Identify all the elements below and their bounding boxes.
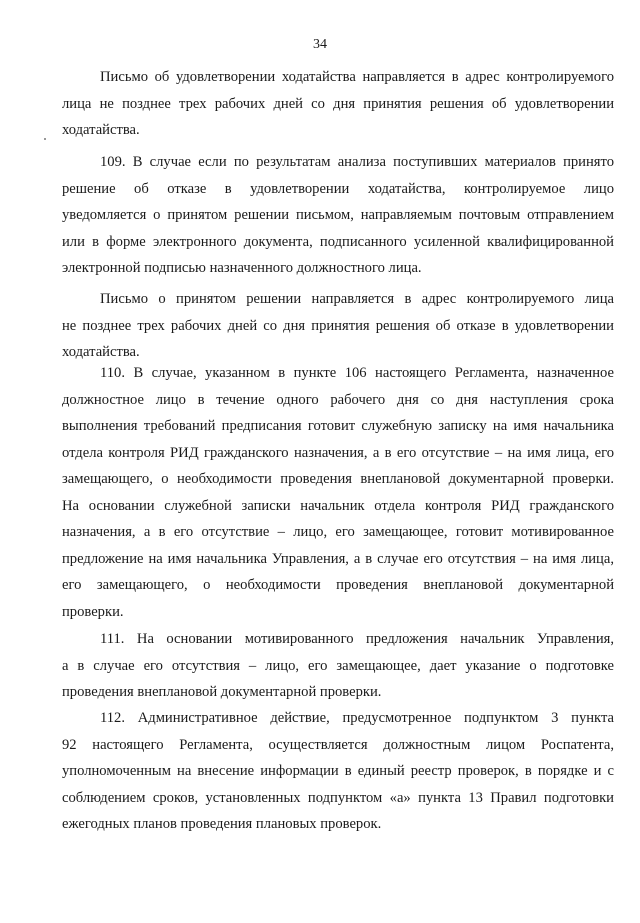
paragraph-line: ходатайства. — [62, 344, 140, 360]
scan-speck — [44, 138, 46, 140]
paragraph-line: Письмо о принятом решении направляется в адрес контролируемого лица — [100, 291, 614, 307]
paragraph-line: или в форме электронного документа, подписанного усиленной квалифицированной — [62, 233, 614, 250]
paragraph-line: а в случае его отсутствия – лицо, его замещающее, дает указание о подготовке — [62, 657, 614, 674]
paragraph-line: 92 настоящего Регламента, осуществляется должностным лицом Роспатента, — [62, 736, 614, 753]
paragraph-line: электронной подписью назначенного должностного лица. — [62, 260, 422, 276]
paragraph-line: 111. На основании мотивированного предложения начальник Управления, — [100, 631, 614, 647]
paragraph-line: предложение на имя начальника Управления, а в случае его отсутствия – на имя лица, — [62, 550, 614, 567]
paragraph-line: уполномоченным на внесение информации в единый реестр проверок, в порядке и с — [62, 763, 614, 779]
paragraph-item-109 — [62, 149, 614, 282]
paragraph-item-111 — [62, 626, 614, 706]
paragraph-line: проверки. — [62, 603, 124, 620]
paragraph-line: ходатайства. — [62, 122, 140, 138]
paragraph-line: его замещающего, о необходимости проведения внеплановой документарной — [62, 577, 614, 593]
paragraph-line: 110. В случае, указанном в пункте 106 настоящего Регламента, назначенное — [100, 365, 614, 381]
paragraph-letter-of-approval — [62, 64, 614, 144]
paragraph-line: должностное лицо в течение одного рабочего дня со дня наступления срока — [62, 391, 614, 408]
paragraph-line: отдела контроля РИД гражданского назначения, а в его отсутствие – на имя лица, его — [62, 444, 614, 461]
paragraph-line: замещающего, о необходимости проведения внеплановой документарной проверки. — [62, 471, 614, 487]
paragraph-item-110 — [62, 360, 614, 625]
paragraph-line: ежегодных планов проведения плановых проверок. — [62, 816, 382, 832]
paragraph-line: соблюдением сроков, установленных подпунктом «а» пункта 13 Правил подготовки — [62, 789, 614, 806]
paragraph-line: лица не позднее трех рабочих дней со дня принятия решения об удовлетворении — [62, 95, 614, 112]
paragraph-item-112 — [62, 705, 614, 838]
paragraph-line: выполнения требований предписания готовит служебную записку на имя начальника — [62, 418, 614, 434]
paragraph-letter-of-refusal — [62, 286, 614, 366]
paragraph-line: уведомляется о принятом решении письмом, направляемым почтовым отправлением — [62, 207, 614, 223]
paragraph-line: решение об отказе в удовлетворении ходатайства, контролируемое лицо — [62, 180, 614, 197]
page-number: 34 — [313, 37, 327, 52]
paragraph-line: 109. В случае если по результатам анализа поступивших материалов принято — [100, 154, 614, 170]
paragraph-line: проведения внеплановой документарной проверки. — [62, 684, 382, 700]
paragraph-line: назначения, а в его отсутствие – лицо, его замещающее, готовит мотивированное — [62, 524, 614, 540]
paragraph-line: не позднее трех рабочих дней со дня принятия решения об отказе в удовлетворении — [62, 317, 614, 334]
paragraph-line: 112. Административное действие, предусмотренное подпунктом 3 пункта — [100, 710, 614, 726]
paragraph-line: На основании служебной записки начальник отдела контроля РИД гражданского — [62, 497, 614, 514]
paragraph-line: Письмо об удовлетворении ходатайства направляется в адрес контролируемого — [100, 69, 614, 85]
